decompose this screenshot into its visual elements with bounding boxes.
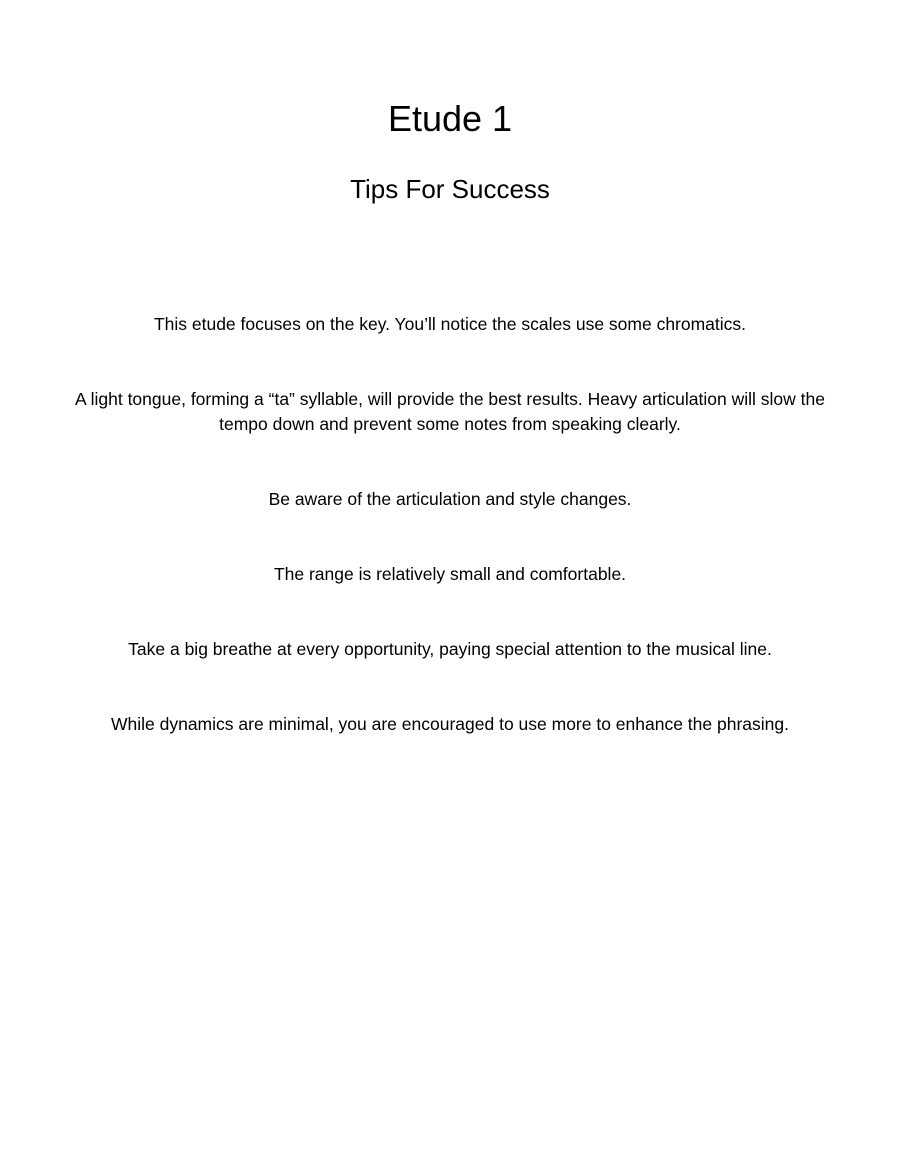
tip-dynamics: While dynamics are minimal, you are encouraged to use more to enhance the phrasing. [110,714,789,734]
tip-light-tongue: A light tongue, forming a “ta” syllable, will provide the best results. Heavy articulation will slow the tempo down and prevent some notes from speaking clearly. [75,389,825,434]
page-title: Etude 1 [387,98,513,139]
page-subtitle: Tips For Success [350,174,550,204]
tips-list [70,312,830,787]
tip-articulation-style: Be aware of the articulation and style changes. [268,489,632,509]
tip-breathing: Take a big breathe at every opportunity, paying special attention to the musical line. [128,639,772,659]
tip-range: The range is relatively small and comfortable. [273,564,627,584]
tip-key-chromatics: This etude focuses on the key. You’ll notice the scales use some chromatics. [153,314,747,334]
